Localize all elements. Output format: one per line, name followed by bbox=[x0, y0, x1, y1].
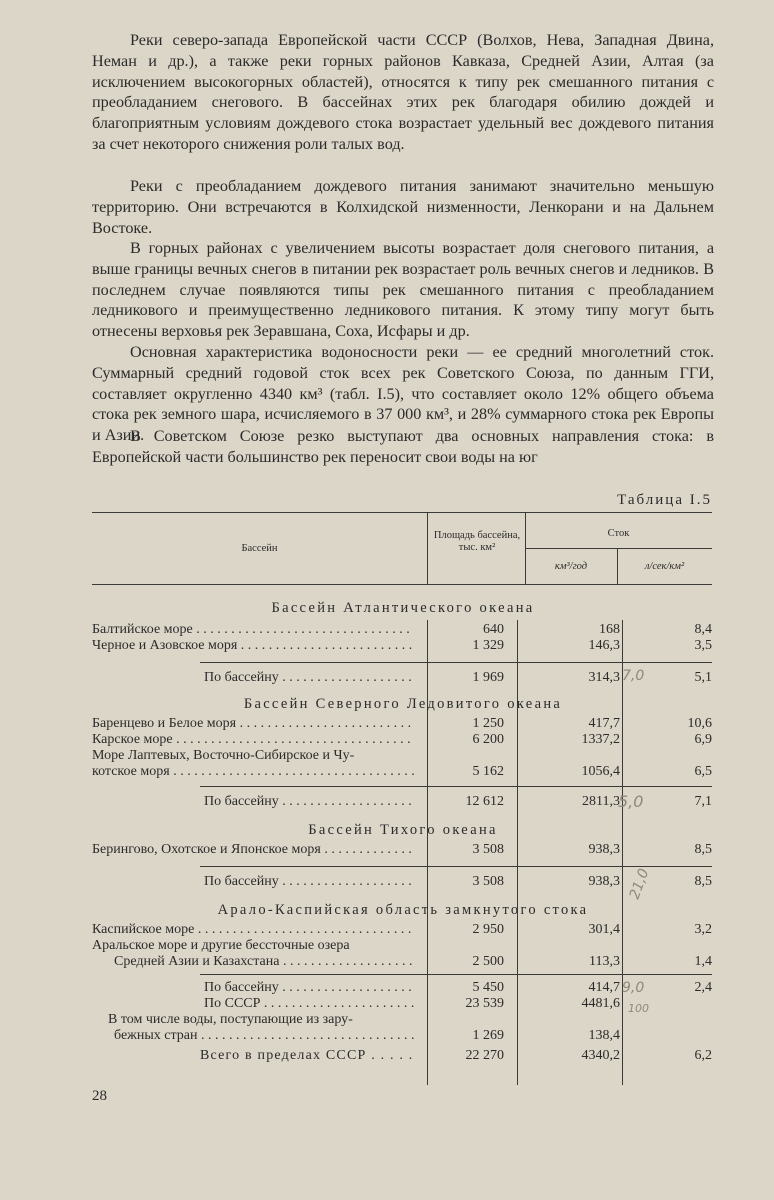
pencil-note: 7,0 bbox=[622, 668, 645, 684]
subtotal-rule bbox=[200, 662, 712, 663]
pencil-note: 100 bbox=[628, 1002, 649, 1015]
table-row-grand-total: Всего в пределах СССР . . . 22 270 4340,2 6,2 bbox=[92, 1048, 712, 1066]
table-row: Баренцево и Белое моря . . . 1 250 417,7 10,6 bbox=[92, 716, 712, 734]
table-row: Каспийское море . . . 2 950 301,4 3,2 bbox=[92, 922, 712, 940]
table-row: Карское море . . . 6 200 1337,2 6,9 bbox=[92, 732, 712, 750]
table-row-subtotal: По бассейну . . . 1 969 314,3 5,1 bbox=[92, 670, 712, 688]
header-basin: Бассейн bbox=[241, 543, 278, 554]
pencil-note: 21,0 bbox=[626, 866, 653, 902]
table-header-bottom-rule bbox=[92, 584, 712, 585]
table-row-foreign: В том числе воды, поступающие из зару- bbox=[108, 1012, 353, 1027]
table-row: Аральское море и другие бессточные озера bbox=[92, 938, 350, 953]
table-row-total-ussr: По СССР . . . 23 539 4481,6 bbox=[92, 996, 712, 1014]
pencil-note: 5,0 bbox=[618, 792, 644, 811]
section-title-aral-caspian: Арало-Каспийская область замкнутого стока bbox=[217, 902, 589, 918]
table-caption: Таблица I.5 bbox=[617, 492, 712, 508]
subtotal-rule bbox=[200, 974, 712, 975]
table-row: Средней Азии и Казахстана . . . 2 500 113,3 1,4 bbox=[92, 954, 712, 972]
paragraph-3: В горных районах с увеличением высоты возрастает доля снегового питания, а выше границы вечных снегов в питании рек возрастает роль вечных снегов и ледников. В последнем случае появляются типы рек смешанного питания с преобладанием ледникового и преимущественно ледникового питания. К этому типу могут быть отнесены верховья рек Зеравшана, Соха, Исфары и др. bbox=[92, 239, 714, 341]
subtotal-rule bbox=[200, 866, 712, 867]
header-divider-1 bbox=[427, 512, 428, 584]
table-row: Черное и Азовское моря . . . 1 329 146,3 3,5 bbox=[92, 638, 712, 656]
table-top-rule bbox=[92, 512, 712, 513]
paragraph-4: Основная характеристика водоносности реки — ее средний многолетний сток. Суммарный средний годовой сток всех рек Советского Союза, по данным ГГИ, составляет округленно 4340 км³ (табл. I.5), что составляет около 12% общего объема стока рек земного шара, исчисляемого в 37 000 км³, и 28% суммарного стока рек Европы и Азии. bbox=[92, 343, 714, 445]
section-title-atlantic: Бассейн Атлантического океана bbox=[271, 600, 535, 616]
pencil-note: 9,0 bbox=[622, 980, 645, 996]
page-number: 28 bbox=[92, 1088, 107, 1104]
header-runoff: Сток bbox=[607, 528, 630, 539]
table-row: Берингово, Охотское и Японское моря . . . 3 508 938,3 8,5 bbox=[92, 842, 712, 860]
table-row: Море Лаптевых, Восточно-Сибирское и Чу- bbox=[92, 748, 355, 763]
table-row-foreign: бежных стран . . . 1 269 138,4 bbox=[92, 1028, 712, 1046]
section-title-pacific: Бассейн Тихого океана bbox=[308, 822, 498, 838]
paragraph-1: Реки северо-запада Европейской части СССР (Волхов, Нева, Западная Двина, Неман и др.), а также реки горных районов Кавказа, Средней Азии, Алтая (за исключением высокогорных областей), относятся к типу рек смешанного питания с преобладанием снегового. В бассейнах этих рек благодаря обилию дождей и благоприятным условиям дождевого стока возрастает удельный вес дождевого питания за счет некоторого снижения роли талых вод. bbox=[92, 31, 714, 153]
header-modulus: л/сек/км² bbox=[644, 561, 685, 572]
table-row-subtotal: По бассейну . . . 3 508 938,3 8,5 bbox=[92, 874, 712, 892]
header-volume: км³/год bbox=[554, 561, 588, 572]
table-row-subtotal: По бассейну . . . 12 612 2811,3 7,1 bbox=[92, 794, 712, 812]
paragraph-2: Реки с преобладанием дождевого питания занимают значительно меньшую территорию. Они встречаются в Колхидской низменности, Ленкорани и на Дальнем Востоке. bbox=[92, 177, 714, 237]
paragraph-5: В Советском Союзе резко выступают два основных направления стока: в Европейской части большинство рек переносит свои воды на юг bbox=[92, 427, 714, 466]
runoff-subheader-rule bbox=[525, 548, 712, 549]
section-title-arctic: Бассейн Северного Ледовитого океана bbox=[243, 696, 563, 712]
table-row-subtotal: По бассейну . . . 5 450 414,7 2,4 bbox=[92, 980, 712, 998]
header-divider-2 bbox=[525, 512, 526, 584]
table-row: Балтийское море . . . 640 168 8,4 bbox=[92, 622, 712, 640]
table-row: котское моря . . . 5 162 1056,4 6,5 bbox=[92, 764, 712, 782]
subtotal-rule bbox=[200, 786, 712, 787]
header-area: Площадь бассейна, тыс. км² bbox=[433, 530, 521, 553]
